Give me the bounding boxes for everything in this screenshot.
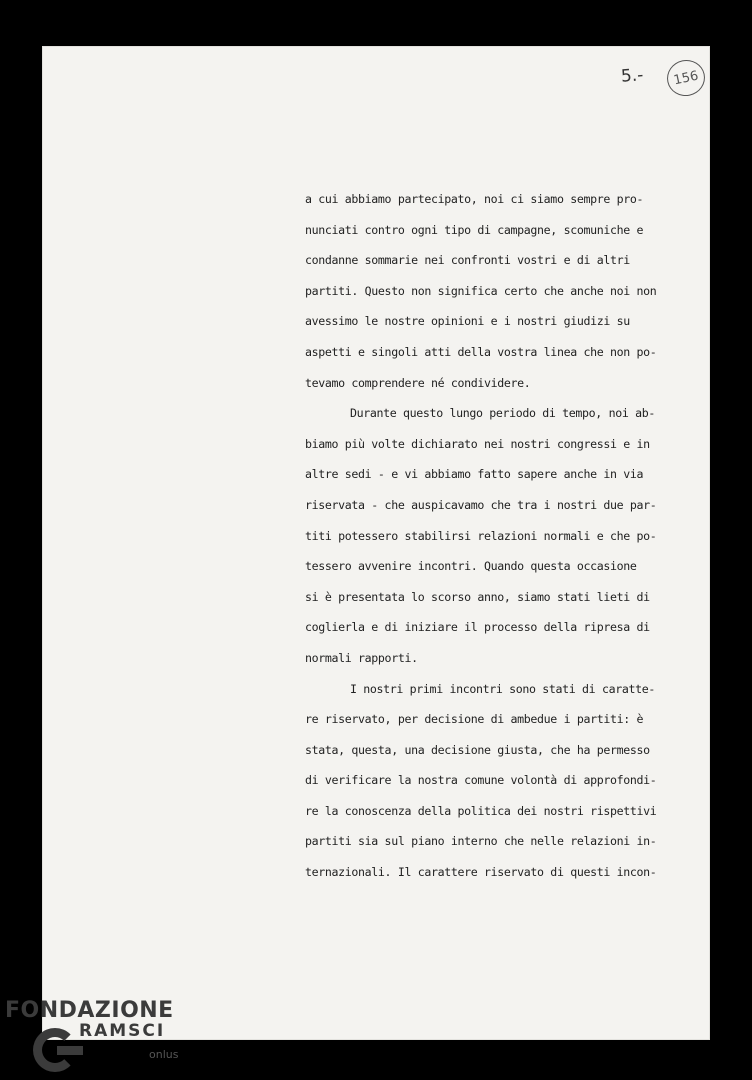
body-text [305,184,655,888]
text-line: aspetti e singoli atti della vostra linea che non po- [305,344,657,359]
logo-word-gramsci: RAMSCI [79,1021,166,1041]
logo-word-onlus: onlus [149,1048,179,1061]
text-line: condanne sommarie nei confronti vostri e di altri [305,253,630,268]
text-line: si è presentata lo scorso anno, siamo stati lieti di [305,589,650,604]
logo-word-fondazione: FONDAZIONE [5,998,174,1023]
text-line: re la conoscenza della politica dei nostri rispettivi [305,803,657,818]
page-number: 5.- [620,65,645,87]
text-line: ternazionali. Il carattere riservato di questi incon- [305,865,657,880]
text-line: Durante questo lungo periodo di tempo, noi ab- [350,406,655,421]
text-line: riservata - che auspicavamo che tra i nostri due par- [305,497,657,512]
text-line: re riservato, per decisione di ambedue i partiti: è [305,712,644,727]
fondazione-gramsci-logo [5,998,190,1080]
text-line: stata, questa, una decisione giusta, che ha permesso [305,742,650,757]
text-line: partiti sia sul piano interno che nelle relazioni in- [305,834,657,849]
text-line: titi potessero stabilirsi relazioni normali e che po- [305,528,657,543]
text-line: biamo più volte dichiarato nei nostri congressi e in [305,436,650,451]
text-line: tessero avvenire incontri. Quando questa occasione [305,559,637,574]
text-line: a cui abbiamo partecipato, noi ci siamo sempre pro- [305,192,644,206]
text-line: I nostri primi incontri sono stati di caratte- [350,681,655,696]
text-line: avessimo le nostre opinioni e i nostri giudizi su [305,314,630,329]
text-line: coglierla e di iniziare il processo della ripresa di [305,620,650,635]
text-line: altre sedi - e vi abbiamo fatto sapere anche in via [305,467,644,482]
text-line: nunciati contro ogni tipo di campagne, scomuniche e [305,222,644,237]
text-line: normali rapporti. [305,650,418,665]
folio-stamp: 156 [664,56,709,99]
text-line: tevamo comprendere né condividere. [305,375,531,390]
text-line: di verificare la nostra comune volontà di approfondi- [305,773,657,788]
logo-g-bar [57,1046,83,1055]
text-line: partiti. Questo non significa certo che anche noi non [305,283,657,298]
